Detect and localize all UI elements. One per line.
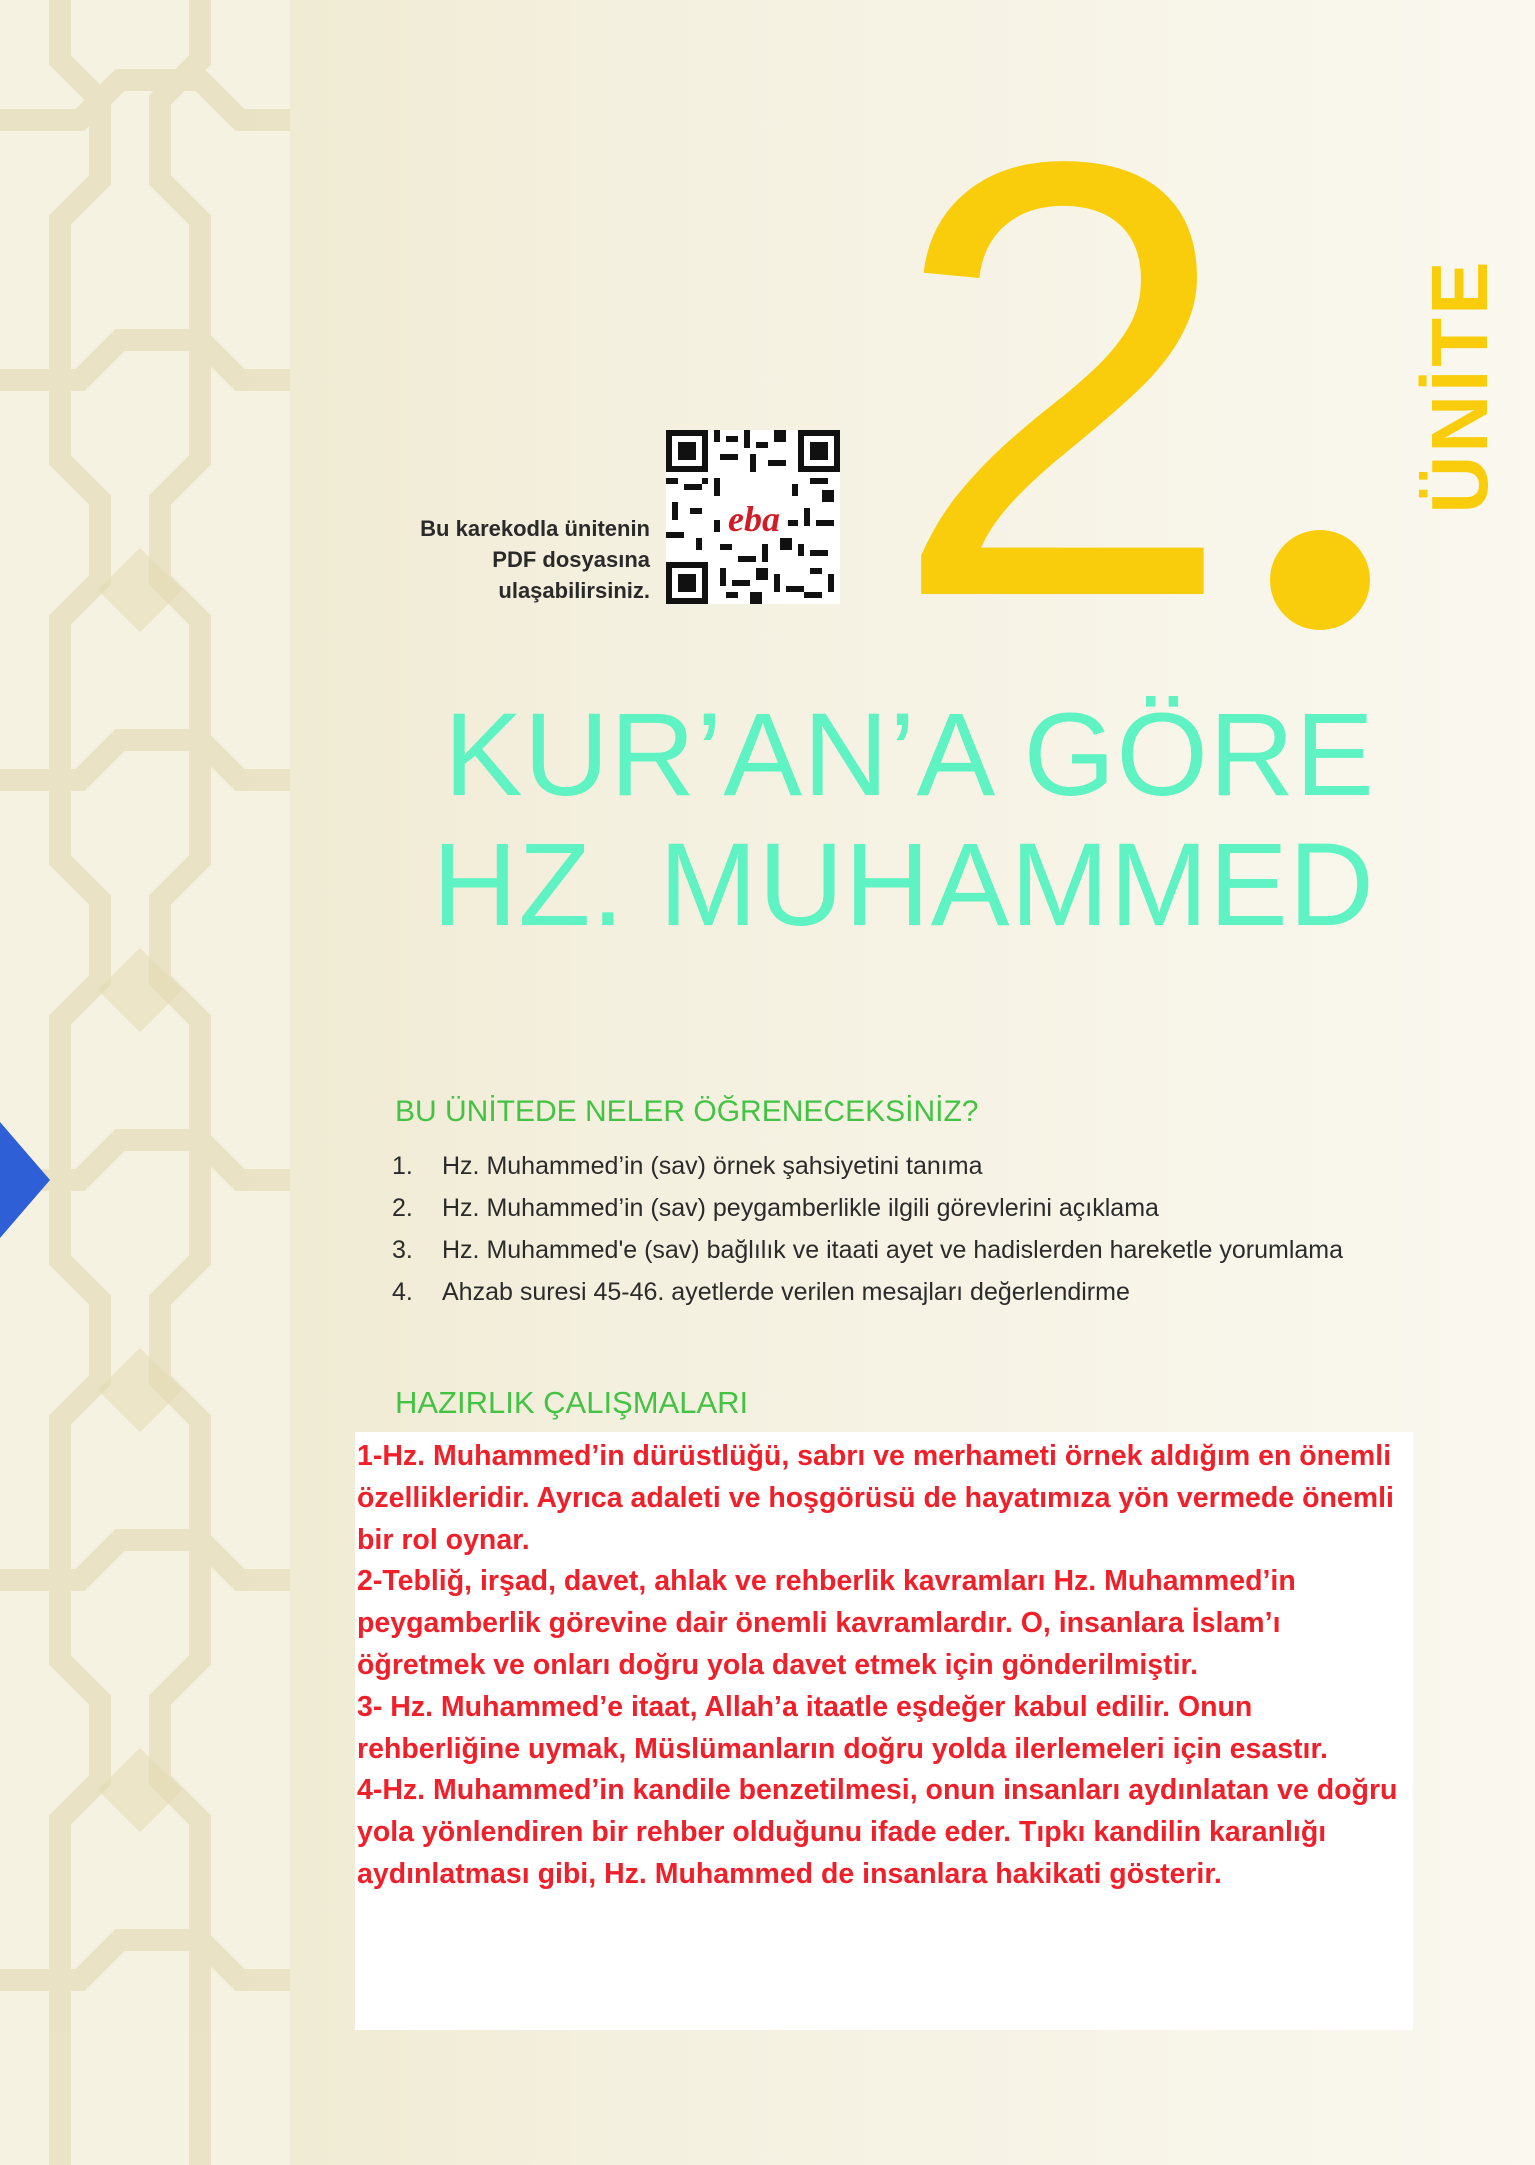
list-item [392,1229,1352,1271]
list-item-text: Hz. Muhammed'e (sav) bağlılık ve itaati ayet ve hadislerden hareketle yorumlama [442,1236,1344,1264]
list-item [392,1271,1352,1313]
unit-number: 2 [890,34,1225,726]
unit-title-line-2: HZ. MUHAMMED [432,819,1375,951]
side-tab-arrow [0,1122,50,1238]
preparation-answers-box [355,1432,1413,2030]
unit-title [432,690,1375,950]
list-item-text: Hz. Muhammed’in (sav) peygamberlikle ilgili görevlerini açıklama [442,1194,1159,1222]
list-item-text: Hz. Muhammed’in (sav) örnek şahsiyetini tanıma [442,1152,983,1180]
answer-2: 2-Tebliğ, irşad, davet, ahlak ve rehberlik kavramları Hz. Muhammed’in peygamberlik görevine dair önemli kavramlardır. O, insanlara İslam’ı öğretmek ve onları doğru yola davet etmek için gönderilmiştir. [357,1565,1296,1681]
list-item-number: 2. [392,1194,413,1222]
list-item [392,1145,1352,1187]
list-item [392,1187,1352,1229]
list-item-number: 1. [392,1152,413,1180]
qr-caption-line-2: PDF dosyasına [492,547,650,572]
unit-dot [1270,530,1370,630]
qr-caption [360,513,650,606]
answer-3: 3- Hz. Muhammed’e itaat, Allah’a itaatle eşdeğer kabul edilir. Onun rehberliğine uymak, Müslümanların doğru yolda ilerlemeleri için esastır. [357,1690,1328,1765]
eba-logo: eba [720,502,788,536]
qr-caption-line-1: Bu karekodla ünitenin [420,516,650,541]
preparation-heading: HAZIRLIK ÇALIŞMALARI [395,1385,749,1420]
answer-4: 4-Hz. Muhammed’in kandile benzetilmesi, onun insanları aydınlatan ve doğru yola yönlendiren bir rehber olduğunu ifade eder. Tıpkı kandilin karanlığı aydınlatması gibi, Hz. Muhammed de insanlara hakikati gösterir. [357,1774,1398,1890]
list-item-number: 3. [392,1236,413,1264]
learning-objectives-list [392,1145,1352,1313]
qr-caption-line-3: ulaşabilirsiniz. [498,578,650,603]
unit-title-line-1: KUR’AN’A GÖRE [444,689,1375,821]
learning-objectives-heading: BU ÜNİTEDE NELER ÖĞRENECEKSİNİZ? [395,1095,979,1128]
list-item-text: Ahzab suresi 45-46. ayetlerde verilen mesajları değerlendirme [442,1278,1130,1306]
list-item-number: 4. [392,1278,413,1306]
answer-1: 1-Hz. Muhammed’in dürüstlüğü, sabrı ve merhameti örnek aldığım en önemli özellikleridir. Ayrıca adaleti ve hoşgörüsü de hayatımıza yön vermede önemli bir rol oynar. [357,1440,1394,1556]
geometric-pattern-strip [0,0,290,2165]
unit-word: ÜNİTE [1415,258,1504,514]
